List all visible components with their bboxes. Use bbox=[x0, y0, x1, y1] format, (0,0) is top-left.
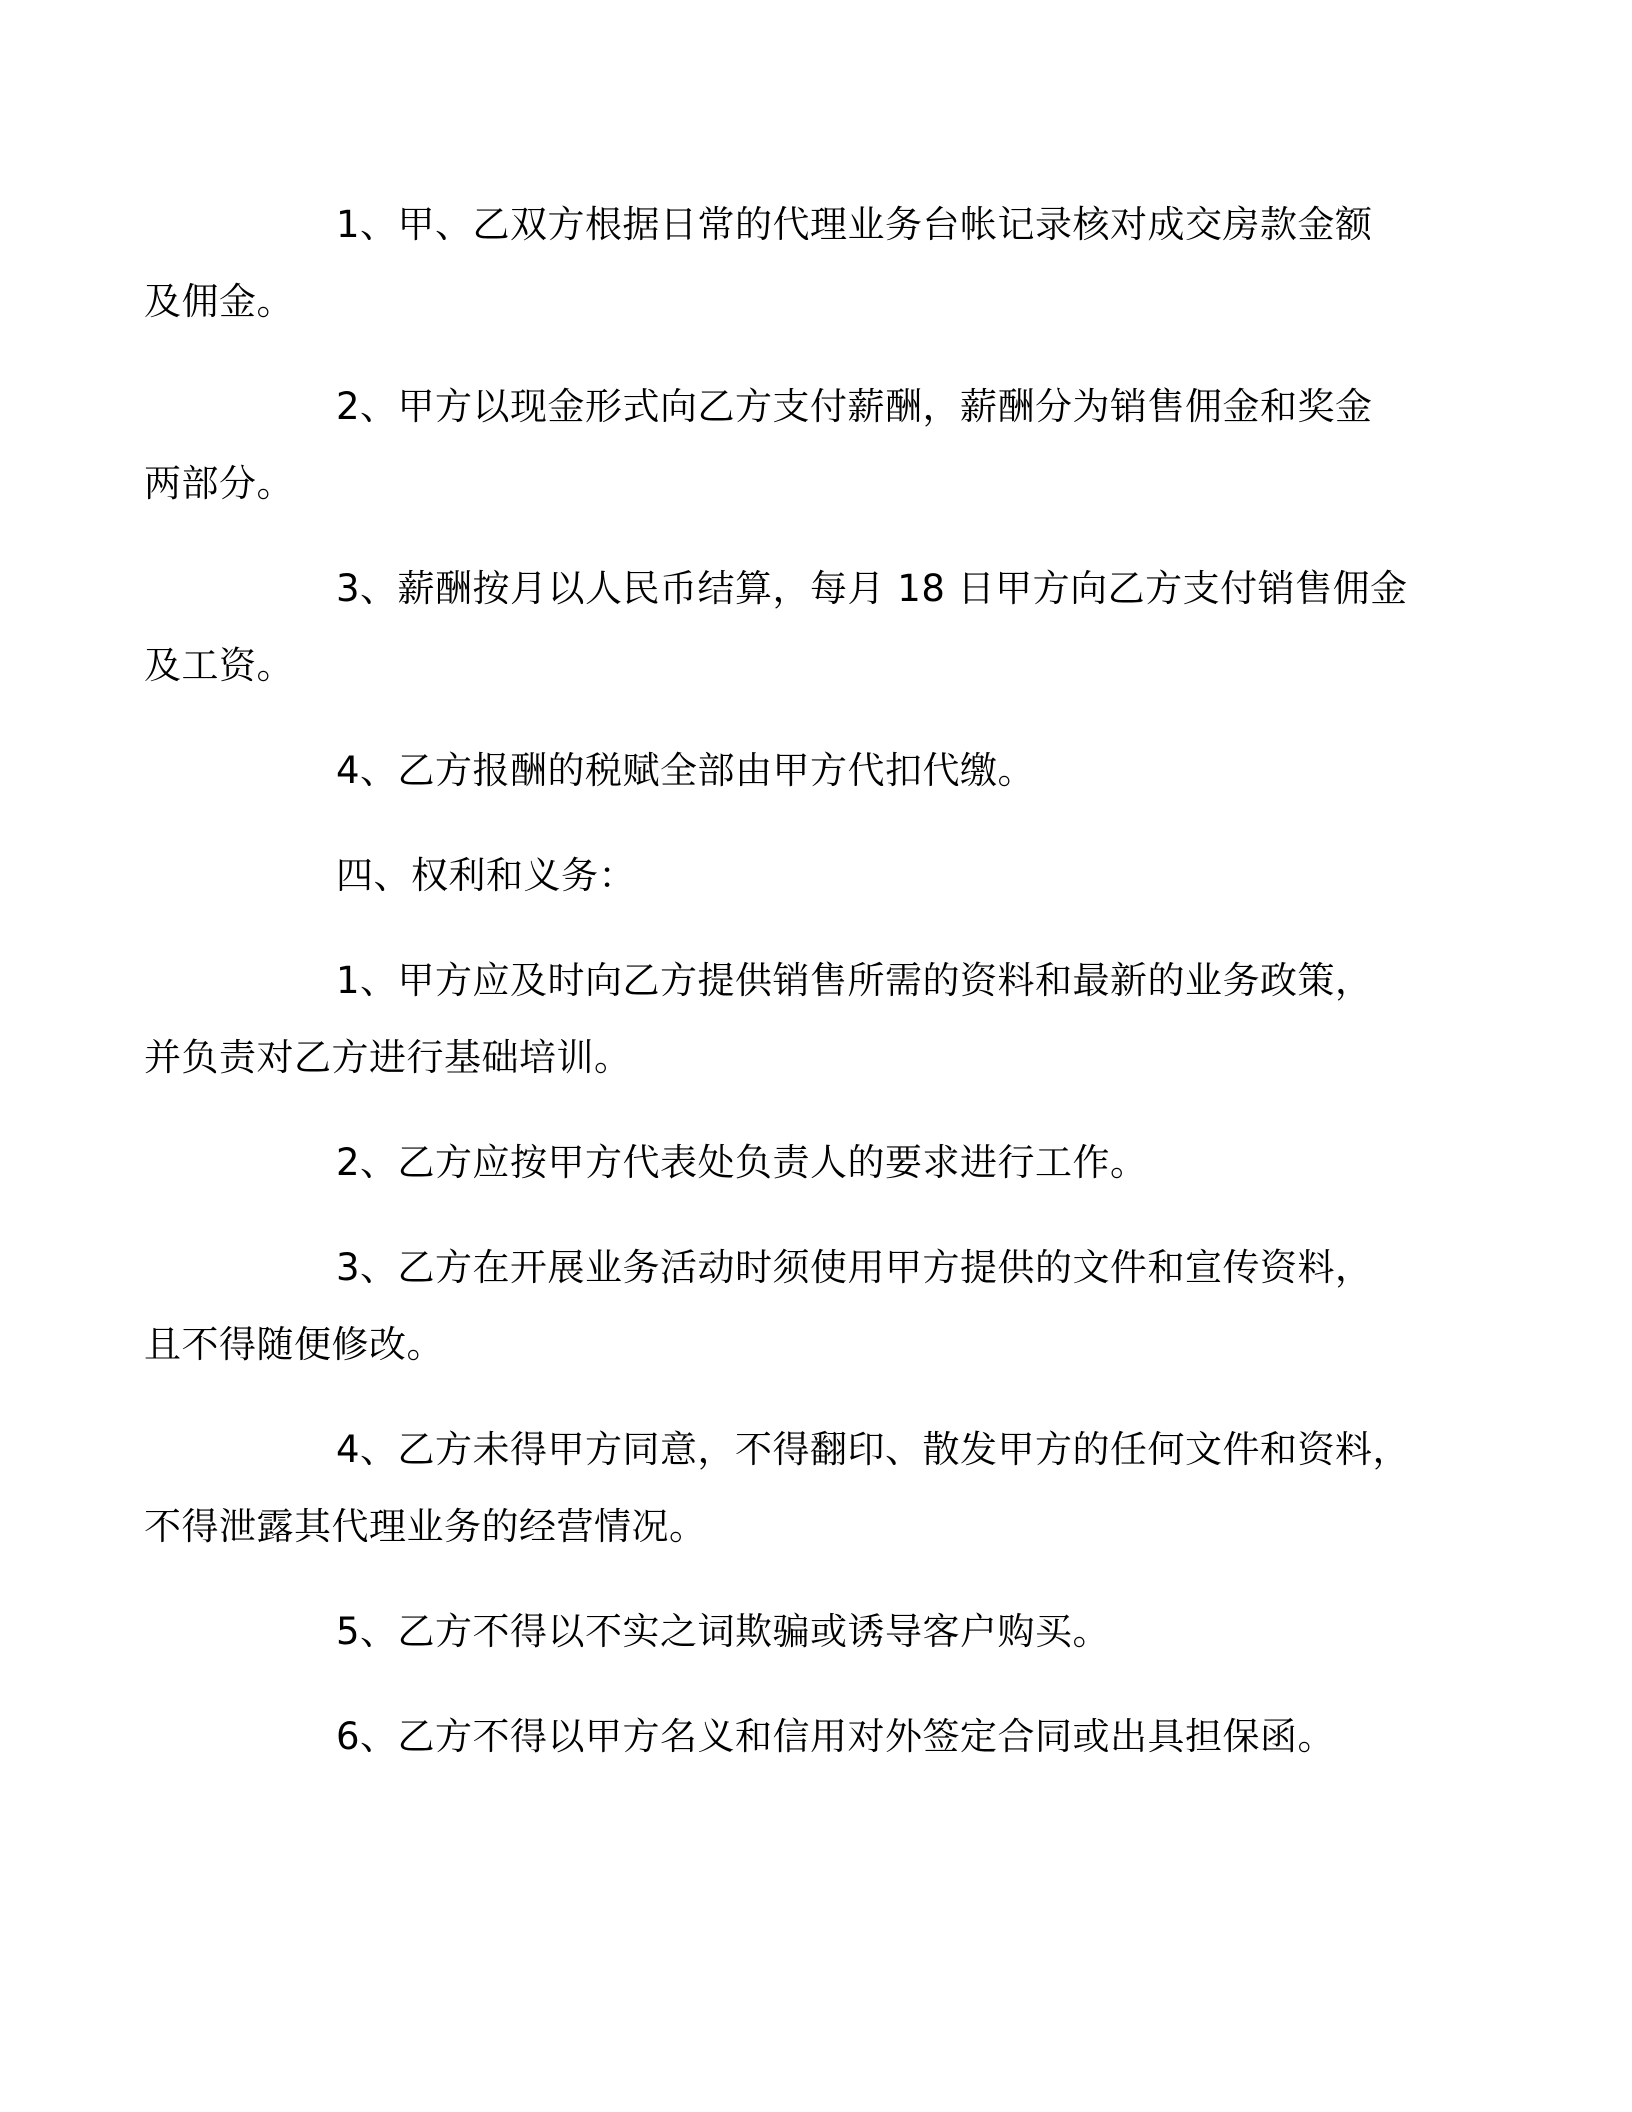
paragraph-line: 2、甲方以现金形式向乙方支付薪酬，薪酬分为销售佣金和奖金 bbox=[336, 385, 1373, 428]
paragraph-line: 5、乙方不得以不实之词欺骗或诱导客户购买。 bbox=[336, 1610, 1111, 1653]
paragraph-line: 且不得随便修改。 bbox=[144, 1323, 444, 1366]
section-heading-rights-obligations bbox=[240, 837, 1400, 914]
paragraph-payment-1 bbox=[144, 186, 1400, 340]
paragraph-line: 2、乙方应按甲方代表处负责人的要求进行工作。 bbox=[336, 1141, 1148, 1184]
paragraph-line: 不得泄露其代理业务的经营情况。 bbox=[144, 1505, 707, 1548]
paragraph-rights-1 bbox=[144, 942, 1400, 1096]
paragraph-line: 及佣金。 bbox=[144, 280, 294, 323]
paragraph-rights-5 bbox=[240, 1593, 1400, 1670]
paragraph-rights-6 bbox=[240, 1698, 1400, 1775]
paragraph-line: 及工资。 bbox=[144, 644, 294, 687]
paragraph-rights-4 bbox=[144, 1411, 1411, 1565]
section-heading: 四、权利和义务： bbox=[336, 854, 636, 897]
paragraph-rights-2 bbox=[240, 1124, 1400, 1201]
paragraph-line: 3、薪酬按月以人民币结算，每月 18 日甲方向乙方支付销售佣金 bbox=[336, 567, 1408, 610]
paragraph-line: 3、乙方在开展业务活动时须使用甲方提供的文件和宣传资料， bbox=[336, 1246, 1373, 1289]
paragraph-line: 两部分。 bbox=[144, 462, 294, 505]
document-body bbox=[144, 186, 1411, 1803]
paragraph-payment-3 bbox=[144, 550, 1408, 704]
paragraph-payment-2 bbox=[144, 368, 1400, 522]
paragraph-line: 并负责对乙方进行基础培训。 bbox=[144, 1036, 632, 1079]
paragraph-line: 6、乙方不得以甲方名义和信用对外签定合同或出具担保函。 bbox=[336, 1715, 1336, 1758]
paragraph-rights-3 bbox=[144, 1229, 1400, 1383]
paragraph-payment-4 bbox=[240, 732, 1400, 809]
paragraph-line: 1、甲方应及时向乙方提供销售所需的资料和最新的业务政策， bbox=[336, 959, 1373, 1002]
paragraph-line: 1、甲、乙双方根据日常的代理业务台帐记录核对成交房款金额 bbox=[336, 203, 1373, 246]
paragraph-line: 4、乙方报酬的税赋全部由甲方代扣代缴。 bbox=[336, 749, 1036, 792]
paragraph-line: 4、乙方未得甲方同意，不得翻印、散发甲方的任何文件和资料， bbox=[336, 1428, 1411, 1471]
